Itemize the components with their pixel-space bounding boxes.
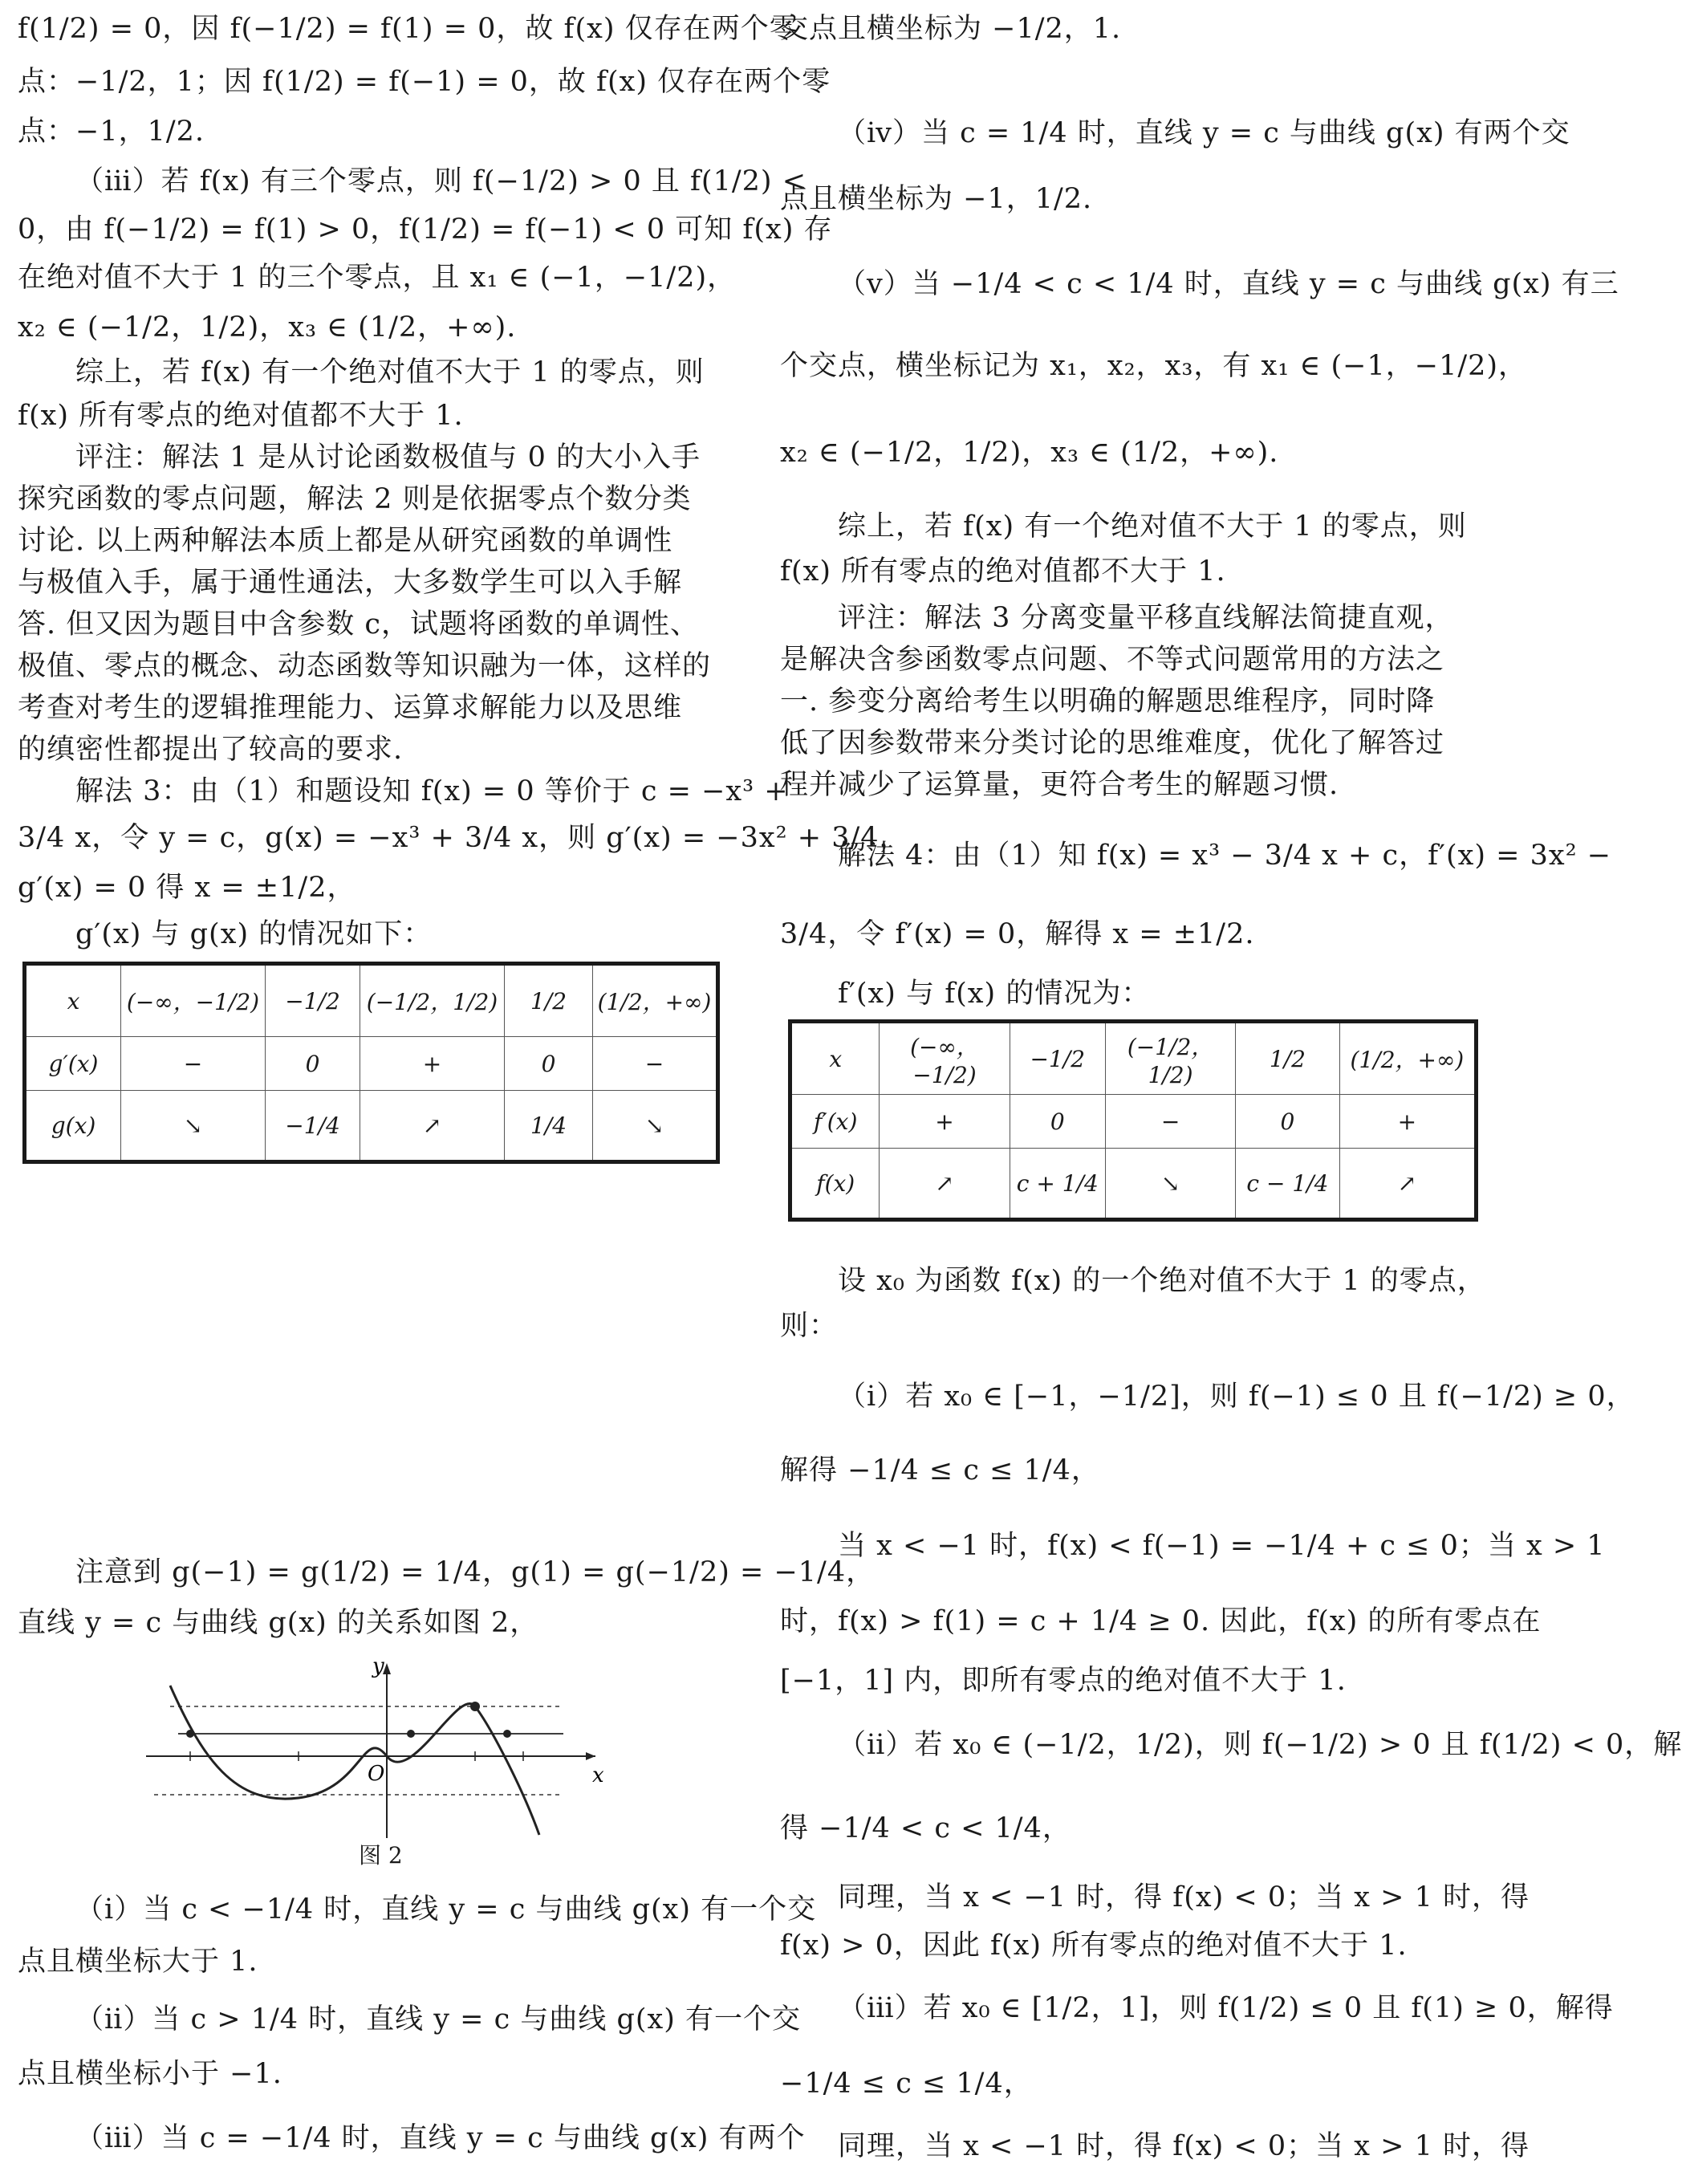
table-cell: ↘ <box>121 1091 266 1162</box>
text-line: 3/4 x，令 y = c，g(x) = −x³ + 3/4 x，则 g′(x) = −3x² + 3/4， <box>18 822 908 854</box>
table-cell: 0 <box>1010 1095 1106 1149</box>
table-cell: (1/2，+∞) <box>593 964 718 1037</box>
table-cell: + <box>880 1095 1010 1149</box>
commentary-line: 评注：解法 3 分离变量平移直线解法简捷直观， <box>838 602 1454 634</box>
commentary-line: 是解决含参函数零点问题、不等式问题常用的方法之 <box>780 644 1445 676</box>
text-line: 则： <box>780 1310 839 1342</box>
table-cell: f′(x) <box>790 1095 880 1149</box>
text-line: 综上，若 f(x) 有一个绝对值不大于 1 的零点，则 <box>838 510 1467 543</box>
table-cell: 0 <box>1236 1095 1340 1149</box>
table-cell: + <box>360 1037 505 1091</box>
commentary-line: 程并减少了运算量，更符合考生的解题习惯. <box>780 769 1339 801</box>
text-line: 直线 y = c 与曲线 g(x) 的关系如图 2， <box>18 1607 539 1639</box>
x-axis-arrow-icon <box>586 1752 595 1760</box>
text-line: （ⅲ）当 c = −1/4 时，直线 y = c 与曲线 g(x) 有两个 <box>75 2122 806 2154</box>
table-cell: (−∞，−1/2) <box>880 1022 1010 1095</box>
table-cell: −1/2 <box>266 964 360 1037</box>
table-cell: − <box>593 1037 718 1091</box>
text-line: （ⅰ）当 c < −1/4 时，直线 y = c 与曲线 g(x) 有一个交 <box>75 1893 817 1926</box>
table-f-variation <box>788 1019 1478 1222</box>
table-cell: −1/4 <box>266 1091 360 1162</box>
text-line: 注意到 g(−1) = g(1/2) = 1/4，g(1) = g(−1/2) = −1/4， <box>75 1556 876 1588</box>
text-line: （ⅱ）当 c > 1/4 时，直线 y = c 与曲线 g(x) 有一个交 <box>75 2003 802 2036</box>
text-line: 解得 −1/4 ≤ c ≤ 1/4， <box>780 1454 1100 1487</box>
text-line: f(x) > 0，因此 f(x) 所有零点的绝对值不大于 1. <box>780 1930 1408 1962</box>
text-line: g′(x) = 0 得 x = ±1/2， <box>18 872 356 904</box>
table-cell: − <box>1106 1095 1236 1149</box>
table-cell: 1/2 <box>1236 1022 1340 1095</box>
text-line: （ⅴ）当 −1/4 < c < 1/4 时，直线 y = c 与曲线 g(x) 有三 <box>838 268 1619 300</box>
table-cell: ↗ <box>1339 1149 1476 1220</box>
table-cell: (−∞，−1/2) <box>121 964 266 1037</box>
text-line: 时，f(x) > f(1) = c + 1/4 ≥ 0. 因此，f(x) 的所有零点在 <box>780 1605 1542 1637</box>
table-cell: x <box>25 964 121 1037</box>
table-row <box>790 1149 1477 1220</box>
text-line: x₂ ∈ (−1/2，1/2)，x₃ ∈ (1/2，+∞). <box>18 311 517 344</box>
table-cell: ↗ <box>360 1091 505 1162</box>
text-line: 交点且横坐标为 −1/2，1. <box>780 13 1122 45</box>
text-line: 综上，若 f(x) 有一个绝对值不大于 1 的零点，则 <box>75 356 705 388</box>
text-line: 点且横坐标为 −1，1/2. <box>780 183 1093 215</box>
commentary-line: 答. 但又因为题目中含参数 c，试题将函数的单调性、 <box>18 608 699 641</box>
text-line: （ⅳ）当 c = 1/4 时，直线 y = c 与曲线 g(x) 有两个交 <box>838 117 1570 149</box>
table-cell: c + 1/4 <box>1010 1149 1106 1220</box>
text-line: 个交点，横坐标记为 x₁，x₂，x₃，有 x₁ ∈ (−1，−1/2)， <box>780 350 1528 382</box>
text-line: 设 x₀ 为函数 f(x) 的一个绝对值不大于 1 的零点， <box>838 1265 1486 1297</box>
intersection-point <box>503 1730 511 1738</box>
commentary-line: 低了因参数带来分类讨论的思维难度，优化了解答过 <box>780 727 1445 759</box>
text-line: （ⅲ）若 x₀ ∈ [1/2，1]，则 f(1/2) ≤ 0 且 f(1) ≥ 0，解得 <box>838 1992 1614 2024</box>
text-line: 点且横坐标大于 1. <box>18 1946 258 1978</box>
table-cell: 0 <box>505 1037 593 1091</box>
text-line: 3/4，令 f′(x) = 0，解得 x = ±1/2. <box>780 918 1255 950</box>
table-cell: ↗ <box>880 1149 1010 1220</box>
text-line: 同理，当 x < −1 时，得 f(x) < 0；当 x > 1 时，得 <box>838 1881 1530 1914</box>
table-cell: ↘ <box>1106 1149 1236 1220</box>
table-cell: ↘ <box>593 1091 718 1162</box>
text-line: g′(x) 与 g(x) 的情况如下： <box>75 918 433 950</box>
table-cell: − <box>121 1037 266 1091</box>
text-line: （ⅱ）若 x₀ ∈ (−1/2，1/2)，则 f(−1/2) > 0 且 f(1/2) < 0，解 <box>838 1729 1682 1761</box>
text-line: f′(x) 与 f(x) 的情况为： <box>838 978 1151 1010</box>
text-line: x₂ ∈ (−1/2，1/2)，x₃ ∈ (1/2，+∞). <box>780 437 1279 469</box>
table-cell: c − 1/4 <box>1236 1149 1340 1220</box>
table-cell: 1/2 <box>505 964 593 1037</box>
table-cell: g′(x) <box>25 1037 121 1091</box>
text-line: f(1/2) = 0，因 f(−1/2) = f(1) = 0，故 f(x) 仅存在两个零 <box>18 13 798 45</box>
commentary-line: 考查对考生的逻辑推理能力、运算求解能力以及思维 <box>18 692 683 724</box>
commentary-line: 一. 参变分离给考生以明确的解题思维程序，同时降 <box>780 685 1436 718</box>
table-cell: g(x) <box>25 1091 121 1162</box>
text-line: 当 x < −1 时，f(x) < f(−1) = −1/4 + c ≤ 0；当 x > 1 <box>838 1530 1606 1562</box>
curve-g <box>170 1686 539 1835</box>
text-line: 点：−1/2，1；因 f(1/2) = f(−1) = 0，故 f(x) 仅存在两个零 <box>18 66 831 98</box>
commentary-line: 探究函数的零点问题，解法 2 则是依据零点个数分类 <box>18 483 692 515</box>
text-line: 0，由 f(−1/2) = f(1) > 0，f(1/2) = f(−1) < 0 可知 f(x) 存 <box>18 214 833 246</box>
text-line: （ⅰ）若 x₀ ∈ [−1，−1/2]，则 f(−1) ≤ 0 且 f(−1/2) ≥ 0， <box>838 1381 1635 1413</box>
figure-caption: 图 2 <box>359 1842 403 1869</box>
table-cell: (1/2，+∞) <box>1339 1022 1476 1095</box>
table-cell: (−1/2，1/2) <box>360 964 505 1037</box>
text-line: f(x) 所有零点的绝对值都不大于 1. <box>18 400 464 432</box>
intersection-point <box>407 1730 415 1738</box>
solution-heading-line: 解法 3：由（1）和题设知 f(x) = 0 等价于 c = −x³ + <box>75 775 789 807</box>
intersection-point <box>186 1730 194 1738</box>
table-cell: (−1/2，1/2) <box>1106 1022 1236 1095</box>
text-line: 同理，当 x < −1 时，得 f(x) < 0；当 x > 1 时，得 <box>838 2130 1530 2162</box>
table-g-variation <box>22 962 720 1164</box>
commentary-line: 讨论. 以上两种解法本质上都是从研究函数的单调性 <box>18 525 673 557</box>
intersection-point <box>470 1702 480 1711</box>
text-line: f(x) 所有零点的绝对值都不大于 1. <box>780 555 1226 588</box>
table-row <box>25 1037 718 1091</box>
table-row <box>25 1091 718 1162</box>
table-cell: 1/4 <box>505 1091 593 1162</box>
x-axis-label: x <box>592 1763 604 1787</box>
origin-label: O <box>368 1762 385 1786</box>
figure-2-graph <box>146 1653 611 1838</box>
commentary-line: 评注：解法 1 是从讨论函数极值与 0 的大小入手 <box>75 441 701 474</box>
table-row <box>790 1095 1477 1149</box>
text-line: 得 −1/4 < c < 1/4， <box>780 1812 1071 1844</box>
text-line: 点：−1，1/2. <box>18 116 205 148</box>
table-cell: 0 <box>266 1037 360 1091</box>
table-cell: −1/2 <box>1010 1022 1106 1095</box>
table-cell: f(x) <box>790 1149 880 1220</box>
table-cell: + <box>1339 1095 1476 1149</box>
commentary-line: 极值、零点的概念、动态函数等知识融为一体，这样的 <box>18 650 712 682</box>
text-line: [−1，1] 内，即所有零点的绝对值不大于 1. <box>780 1665 1347 1697</box>
table-row <box>25 964 718 1037</box>
table-cell: x <box>790 1022 880 1095</box>
text-line: 点且横坐标小于 −1. <box>18 2058 282 2090</box>
commentary-line: 的缜密性都提出了较高的要求. <box>18 734 404 766</box>
text-line: −1/4 ≤ c ≤ 1/4， <box>780 2068 1033 2100</box>
solution-heading-line: 解法 4：由（1）知 f(x) = x³ − 3/4 x + c，f′(x) = 3x² − <box>838 840 1612 872</box>
y-axis-label: y <box>372 1654 384 1678</box>
text-line: 在绝对值不大于 1 的三个零点，且 x₁ ∈ (−1，−1/2)， <box>18 262 737 294</box>
table-row <box>790 1022 1477 1095</box>
commentary-line: 与极值入手，属于通性通法，大多数学生可以入手解 <box>18 567 683 599</box>
text-line: （ⅲ）若 f(x) 有三个零点，则 f(−1/2) > 0 且 f(1/2) < <box>75 165 807 197</box>
